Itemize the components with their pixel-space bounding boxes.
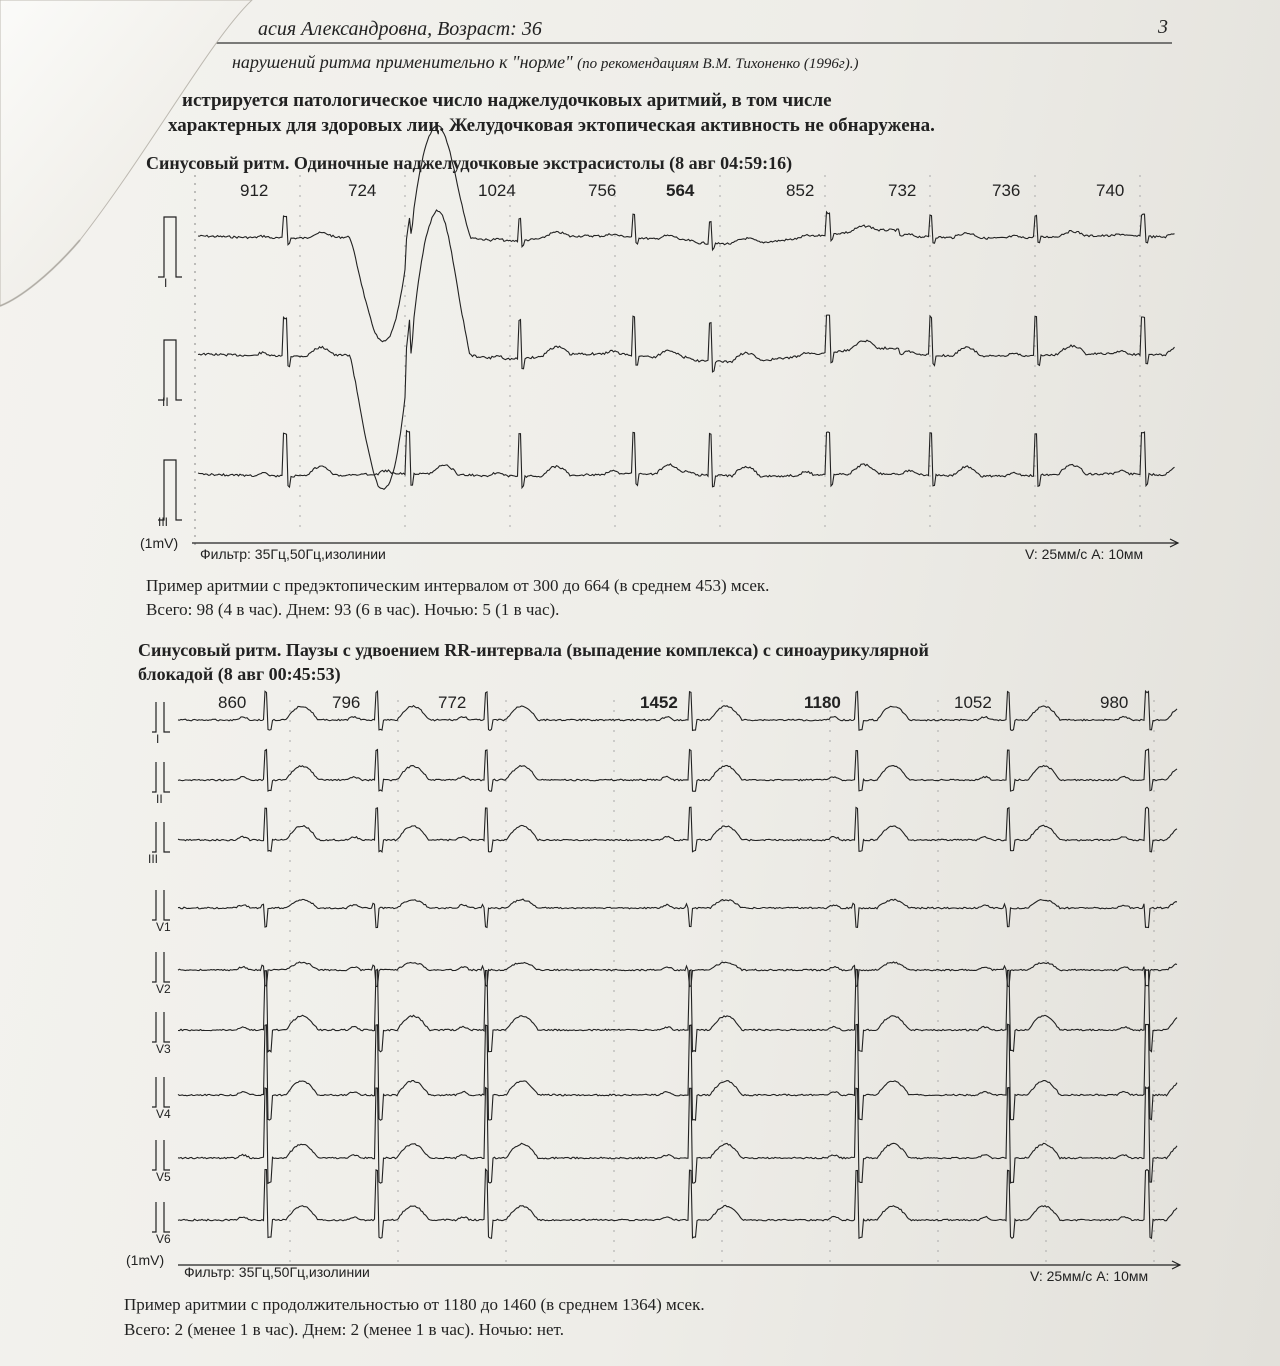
strip2-trace-V5 — [178, 1087, 1177, 1183]
strip1-speed: V: 25мм/с A: 10мм — [1025, 546, 1144, 562]
strip2-lead-III: III — [148, 852, 159, 866]
strip2-cal-III — [152, 822, 170, 852]
subtitle-main: нарушений ритма применительно к "норме" — [232, 52, 573, 72]
summary-line-1: истрируется патологическое число наджелудочковых аритмий, в том числе — [182, 90, 832, 111]
strip2-trace-V1 — [178, 899, 1177, 928]
strip2-cal-V1 — [152, 890, 170, 920]
strip2-title-1: Синусовый ритм. Паузы с удвоением RR-интервала (выпадение комплекса) с синоаурикулярной — [138, 640, 929, 660]
strip2-lead-V2: V2 — [156, 982, 171, 996]
strip2-cal-II — [152, 762, 170, 792]
patient-line: асия Александровна, Возраст: 36 — [258, 18, 542, 40]
strip1-note-2: Всего: 98 (4 в час). Днем: 93 (6 в час). Ночью: 5 (1 в час). — [146, 600, 560, 619]
curled-page-corner — [0, 0, 260, 320]
strip1-cal-III — [158, 460, 182, 520]
strip2-cal-V3 — [152, 1012, 170, 1042]
strip1-filter: Фильтр: 35Гц,50Гц,изолинии — [200, 546, 386, 562]
strip1-rr-3: 756 — [588, 181, 617, 200]
strip2-cal-V2 — [152, 952, 170, 982]
strip1-calibration: (1mV) — [140, 535, 179, 551]
strip2-rr-1: 796 — [332, 693, 361, 712]
strip1-rr-5: 852 — [786, 181, 815, 200]
strip2-lead-V4: V4 — [156, 1107, 171, 1121]
strip2-lead-V1: V1 — [156, 920, 171, 934]
strip1-title: Синусовый ритм. Одиночные наджелудочковые экстрасистолы (8 авг 04:59:16) — [146, 153, 793, 173]
strip2-lead-V3: V3 — [156, 1042, 171, 1056]
strip1-trace-II — [198, 210, 1175, 489]
strip2-trace-I — [178, 691, 1177, 730]
strip2-note-2: Всего: 2 (менее 1 в час). Днем: 2 (менее 1 в час). Ночью: нет. — [124, 1320, 564, 1339]
page-number: 3 — [1158, 16, 1168, 38]
subtitle-ref: (по рекомендациям В.М. Тихоненко (1996г).) — [577, 56, 859, 72]
strip1-note-1: Пример аритмии с предэктопическим интервалом от 300 до 664 (в среднем 453) мсек. — [146, 576, 770, 595]
strip2-ecg — [0, 690, 1280, 1290]
strip1-rr-0: 912 — [240, 181, 269, 200]
strip2-rr-3: 1452 — [640, 693, 678, 712]
strip1-rr-2: 1024 — [478, 181, 516, 200]
strip2-rr-6: 980 — [1100, 693, 1129, 712]
strip2-lead-I: I — [156, 732, 160, 746]
strip2-filter: Фильтр: 35Гц,50Гц,изолинии — [184, 1264, 370, 1280]
strip2-speed: V: 25мм/с A: 10мм — [1030, 1268, 1149, 1284]
strip2-trace-V4 — [178, 1024, 1177, 1120]
strip2-lead-V5: V5 — [156, 1170, 171, 1184]
strip2-calibration: (1mV) — [126, 1252, 165, 1268]
strip2-rr-2: 772 — [438, 693, 467, 712]
strip2-lead-V6: V6 — [156, 1232, 171, 1246]
strip1-rr-6: 732 — [888, 181, 917, 200]
strip2-cal-V4 — [152, 1077, 170, 1107]
strip1-rr-8: 740 — [1096, 181, 1125, 200]
subtitle — [232, 52, 858, 73]
strip1-cal-II — [158, 340, 182, 400]
strip1-rr-4: 564 — [666, 181, 695, 200]
strip2-cal-V5 — [152, 1140, 170, 1170]
strip1-lead-II: II — [162, 395, 169, 409]
strip2-rr-5: 1052 — [954, 693, 992, 712]
strip1-lead-I: I — [164, 276, 168, 290]
strip1-rr-7: 736 — [992, 181, 1021, 200]
strip1-rr-1: 724 — [348, 181, 377, 200]
strip2-cal-I — [152, 702, 170, 732]
strip2-rr-4: 1180 — [804, 693, 841, 712]
strip2-title-2: блокадой (8 авг 00:45:53) — [138, 664, 341, 684]
summary-line-2: характерных для здоровых лиц. Желудочковая эктопическая активность не обнаружена. — [168, 115, 935, 136]
strip2-trace-III — [178, 807, 1177, 852]
strip2-note-1: Пример аритмии с продолжительностью от 1180 до 1460 (в среднем 1364) мсек. — [124, 1295, 705, 1314]
strip2-trace-V2 — [178, 962, 1177, 987]
strip1-lead-III: III — [158, 515, 169, 529]
strip2-rr-0: 860 — [218, 693, 247, 712]
strip2-cal-V6 — [152, 1202, 170, 1232]
strip1-trace-III — [198, 431, 1175, 488]
strip2-trace-V3 — [178, 969, 1177, 1052]
strip2-trace-II — [178, 749, 1177, 791]
strip2-trace-V6 — [178, 1169, 1177, 1238]
strip2-lead-II: II — [156, 792, 163, 806]
